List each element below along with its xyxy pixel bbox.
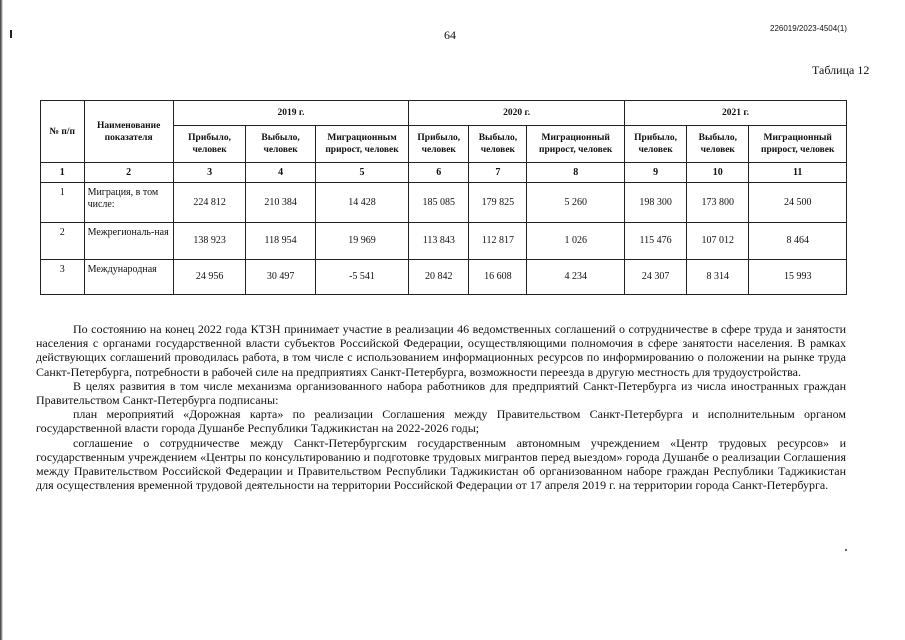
row-value: 118 954 — [246, 223, 315, 260]
index-cell: 7 — [469, 163, 527, 183]
row-value: 24 307 — [624, 260, 686, 295]
subheader: Прибыло, человек — [173, 126, 246, 163]
index-cell: 5 — [315, 163, 408, 183]
row-value: 210 384 — [246, 183, 315, 223]
index-cell: 10 — [687, 163, 749, 183]
header-name: Наименование показателя — [84, 101, 173, 163]
row-value: -5 541 — [315, 260, 408, 295]
subheader: Прибыло, человек — [624, 126, 686, 163]
row-value: 179 825 — [469, 183, 527, 223]
table-row — [41, 183, 847, 223]
index-row — [41, 163, 847, 183]
subheader: Миграционный прирост, человек — [749, 126, 847, 163]
paragraph: В целях развития в том числе механизма организованного набора работников для предприятий Санкт-Петербурга из числа иностранных граждан Правительством Санкт-Петербурга подписаны: — [36, 378, 846, 408]
row-value: 14 428 — [315, 183, 408, 223]
row-value: 115 476 — [624, 223, 686, 260]
index-cell: 6 — [409, 163, 469, 183]
row-name: Межрегиональ-ная — [84, 223, 173, 260]
row-value: 224 812 — [173, 183, 246, 223]
row-name: Международная — [84, 260, 173, 295]
paragraph: план мероприятий «Дорожная карта» по реализации Соглашения между Правительством Санкт-Петербурга и исполнительным органом государственной власти города Душанбе Республики Таджикистан на 2022-2026 годы; — [36, 407, 846, 436]
page-number: 64 — [444, 28, 456, 42]
index-cell: 2 — [84, 163, 173, 183]
row-value: 16 608 — [469, 260, 527, 295]
index-cell: 9 — [624, 163, 686, 183]
row-num: 1 — [41, 183, 85, 223]
header-num: № п/п — [41, 101, 85, 163]
row-name: Миграция, в том числе: — [84, 183, 173, 223]
row-value: 138 923 — [173, 223, 246, 260]
row-value: 20 842 — [409, 260, 469, 295]
table-row — [41, 223, 847, 260]
scan-edge — [0, 0, 3, 640]
row-value: 4 234 — [527, 260, 625, 295]
index-cell: 8 — [527, 163, 625, 183]
header-year: 2019 г. — [173, 101, 408, 126]
body-text — [36, 322, 846, 492]
subheader: Выбыло, человек — [687, 126, 749, 163]
subheader: Миграционным прирост, человек — [315, 126, 408, 163]
subheader: Прибыло, человек — [409, 126, 469, 163]
row-value: 198 300 — [624, 183, 686, 223]
subheader: Выбыло, человек — [246, 126, 315, 163]
row-num: 2 — [41, 223, 85, 260]
scan-speck — [845, 549, 847, 551]
row-value: 112 817 — [469, 223, 527, 260]
row-value: 5 260 — [527, 183, 625, 223]
index-cell: 3 — [173, 163, 246, 183]
paragraph: По состоянию на конец 2022 года КТЗН принимает участие в реализации 46 ведомственных соглашений о сотрудничестве в сфере труда и занятости населения с органами государственной власти субъектов Российской Федерации, осуществляющими полномочия в сфере занятости населения. В рамках действующих соглашений проводилась работа, в том числе с использованием информационных ресурсов по информированию о положении на рынке труда Санкт-Петербурга, потребности в рабочей силе на предприятиях Санкт-Петербурга, возможности переезда в другую местность для трудоустройства. — [36, 322, 846, 379]
header-year: 2020 г. — [409, 101, 625, 126]
row-value: 30 497 — [246, 260, 315, 295]
row-value: 1 026 — [527, 223, 625, 260]
row-value: 185 085 — [409, 183, 469, 223]
row-value: 113 843 — [409, 223, 469, 260]
paragraph: соглашение о сотрудничестве между Санкт-Петербургским государственным автономным учреждением «Центр трудовых ресурсов» и государственным учреждением «Центры по консультированию и подготовке трудовых мигрантов перед выездом» города Душанбе о реализации Соглашения между Правительством Российской Федерации и Правительством Республики Таджикистан об организованном наборе граждан Республики Таджикистан для осуществления временной трудовой деятельности на территории Российской Федерации от 17 апреля 2019 г. на территории города Санкт-Петербурга. — [36, 435, 846, 493]
row-value: 24 500 — [749, 183, 847, 223]
table-caption: Таблица 12 — [812, 63, 870, 77]
row-value: 8 464 — [749, 223, 847, 260]
row-value: 24 956 — [173, 260, 246, 295]
row-value: 107 012 — [687, 223, 749, 260]
table-row — [41, 260, 847, 295]
index-cell: 11 — [749, 163, 847, 183]
subheader: Выбыло, человек — [469, 126, 527, 163]
scan-mark — [10, 30, 12, 38]
migration-table — [40, 100, 847, 295]
header-year: 2021 г. — [624, 101, 846, 126]
row-value: 15 993 — [749, 260, 847, 295]
document-id: 226019/2023-4504(1) — [770, 24, 847, 33]
row-value: 19 969 — [315, 223, 408, 260]
subheader: Миграционный прирост, человек — [527, 126, 625, 163]
row-num: 3 — [41, 260, 85, 295]
row-value: 173 800 — [687, 183, 749, 223]
row-value: 8 314 — [687, 260, 749, 295]
index-cell: 4 — [246, 163, 315, 183]
index-cell: 1 — [41, 163, 85, 183]
